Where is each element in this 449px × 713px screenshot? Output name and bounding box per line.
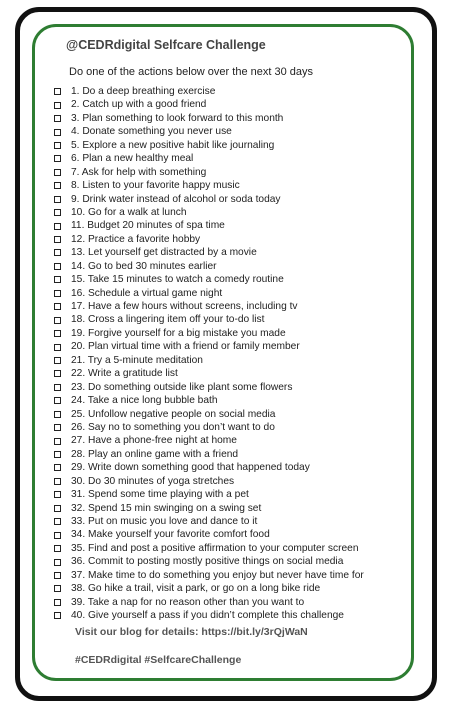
list-item [54,139,364,152]
checkbox-icon[interactable] [54,102,61,109]
checkbox-icon[interactable] [54,424,61,431]
checkbox-icon[interactable] [54,572,61,579]
list-item-label: 33. Put on music you love and dance to it [71,516,258,527]
list-item-label: 6. Plan a new healthy meal [71,153,194,165]
list-item-label: 1. Do a deep breathing exercise [71,86,216,97]
list-item [54,434,364,447]
checkbox-icon[interactable] [54,505,61,512]
list-item [54,488,364,501]
list-item [54,528,364,541]
list-item-label: 22. Write a gratitude list [71,368,178,380]
list-item-label: 11. Budget 20 minutes of spa time [71,220,225,232]
list-item-label: 13. Let yourself get distracted by a movie [71,247,257,259]
checkbox-icon[interactable] [54,169,61,176]
list-item-label: 2. Catch up with a good friend [71,99,207,111]
list-item [54,327,364,340]
checkbox-icon[interactable] [54,438,61,445]
checkbox-icon[interactable] [54,182,61,189]
blog-link-text: Visit our blog for details: https://bit.ly/3rQjWaN [75,626,308,638]
list-item [54,125,364,138]
list-item [54,502,364,515]
list-item [54,98,364,111]
list-item-label: 40. Give yourself a pass if you didn’t complete this challenge [71,610,344,622]
list-item [54,193,364,206]
list-item-label: 37. Make time to do something you enjoy but never have time for [71,569,364,581]
list-item-label: 12. Practice a favorite hobby [71,233,201,245]
checkbox-icon[interactable] [54,236,61,243]
list-item [54,461,364,474]
list-item-label: 7. Ask for help with something [71,166,207,178]
challenge-list [54,85,364,623]
list-item-label: 17. Have a few hours without screens, including tv [71,301,298,312]
checkbox-icon[interactable] [54,464,61,471]
list-item [54,206,364,219]
checkbox-icon[interactable] [54,585,61,592]
list-item-label: 3. Plan something to look forward to this month [71,112,284,124]
checkbox-icon[interactable] [54,612,61,619]
list-item-label: 31. Spend some time playing with a pet [71,489,249,501]
checkbox-icon[interactable] [54,223,61,230]
checkbox-icon[interactable] [54,330,61,337]
list-item-label: 32. Spend 15 min swinging on a swing set [71,502,262,514]
list-item [54,166,364,179]
list-item [54,233,364,246]
checkbox-icon[interactable] [54,384,61,391]
list-item [54,609,364,622]
checkbox-icon[interactable] [54,115,61,122]
list-item [54,219,364,232]
checkbox-icon[interactable] [54,491,61,498]
list-item [54,555,364,568]
checkbox-icon[interactable] [54,303,61,310]
checkbox-icon[interactable] [54,276,61,283]
list-item-label: 29. Write down something good that happened today [71,462,310,474]
list-item-label: 5. Explore a new positive habit like journaling [71,139,275,151]
hashtags-text: #CEDRdigital #SelfcareChallenge [75,654,242,666]
list-item-label: 28. Play an online game with a friend [71,448,239,460]
list-item-label: 21. Try a 5-minute meditation [71,354,203,366]
list-item-label: 26. Say no to something you don’t want to do [71,421,275,433]
list-item-label: 27. Have a phone-free night at home [71,435,237,447]
checkbox-icon[interactable] [54,155,61,162]
list-item [54,179,364,192]
list-item-label: 24. Take a nice long bubble bath [71,395,218,407]
checkbox-icon[interactable] [54,370,61,377]
list-item [54,515,364,528]
list-item-label: 9. Drink water instead of alcohol or soda today [71,193,281,205]
list-item [54,381,364,394]
list-item [54,569,364,582]
list-item [54,448,364,461]
list-item-label: 25. Unfollow negative people on social media [71,408,276,420]
list-item [54,408,364,421]
list-item [54,582,364,595]
checkbox-icon[interactable] [54,357,61,364]
list-item-label: 4. Donate something you never use [71,126,232,138]
checkbox-icon[interactable] [54,88,61,95]
checkbox-icon[interactable] [54,142,61,149]
checkbox-icon[interactable] [54,344,61,351]
list-item-label: 36. Commit to posting mostly positive things on social media [71,556,344,568]
list-item-label: 19. Forgive yourself for a big mistake you made [71,327,286,339]
list-item [54,260,364,273]
checkbox-icon[interactable] [54,249,61,256]
list-item-label: 20. Plan virtual time with a friend or family member [71,341,300,353]
list-item-label: 34. Make yourself your favorite comfort food [71,529,270,541]
checkbox-icon[interactable] [54,545,61,552]
list-item-label: 35. Find and post a positive affirmation to your computer screen [71,542,359,554]
list-item [54,475,364,488]
list-item [54,152,364,165]
list-item-label: 8. Listen to your favorite happy music [71,180,240,192]
checkbox-icon[interactable] [54,518,61,525]
list-item [54,421,364,434]
checkbox-icon[interactable] [54,196,61,203]
checkbox-icon[interactable] [54,451,61,458]
checkbox-icon[interactable] [54,478,61,485]
checkbox-icon[interactable] [54,263,61,270]
checkbox-icon[interactable] [54,559,61,566]
list-item [54,542,364,555]
list-item [54,394,364,407]
list-item [54,246,364,259]
checkbox-icon[interactable] [54,317,61,324]
list-item [54,313,364,326]
list-item-label: 30. Do 30 minutes of yoga stretches [71,475,235,487]
list-item-label: 14. Go to bed 30 minutes earlier [71,260,217,272]
list-item [54,300,364,313]
list-item-label: 38. Go hike a trail, visit a park, or go on a long bike ride [71,583,321,595]
checkbox-icon[interactable] [54,532,61,539]
list-item [54,112,364,125]
list-item [54,273,364,286]
checkbox-icon[interactable] [54,411,61,418]
list-item-label: 15. Take 15 minutes to watch a comedy routine [71,274,284,286]
list-item-label: 39. Take a nap for no reason other than you want to [71,596,305,608]
checkbox-icon[interactable] [54,129,61,136]
list-item-label: 10. Go for a walk at lunch [71,206,187,218]
list-item-label: 18. Cross a lingering item off your to-do list [71,314,265,326]
list-item [54,596,364,609]
checkbox-icon[interactable] [54,290,61,297]
list-item-label: 23. Do something outside like plant some flowers [71,381,293,393]
list-item [54,85,364,98]
list-item-label: 16. Schedule a virtual game night [71,287,223,299]
list-item [54,340,364,353]
list-item [54,367,364,380]
list-item [54,287,364,300]
checkbox-icon[interactable] [54,599,61,606]
checkbox-icon[interactable] [54,209,61,216]
challenge-subtitle: Do one of the actions below over the next 30 days [69,66,313,78]
challenge-title: @CEDRdigital Selfcare Challenge [66,38,266,52]
list-item [54,354,364,367]
checkbox-icon[interactable] [54,397,61,404]
